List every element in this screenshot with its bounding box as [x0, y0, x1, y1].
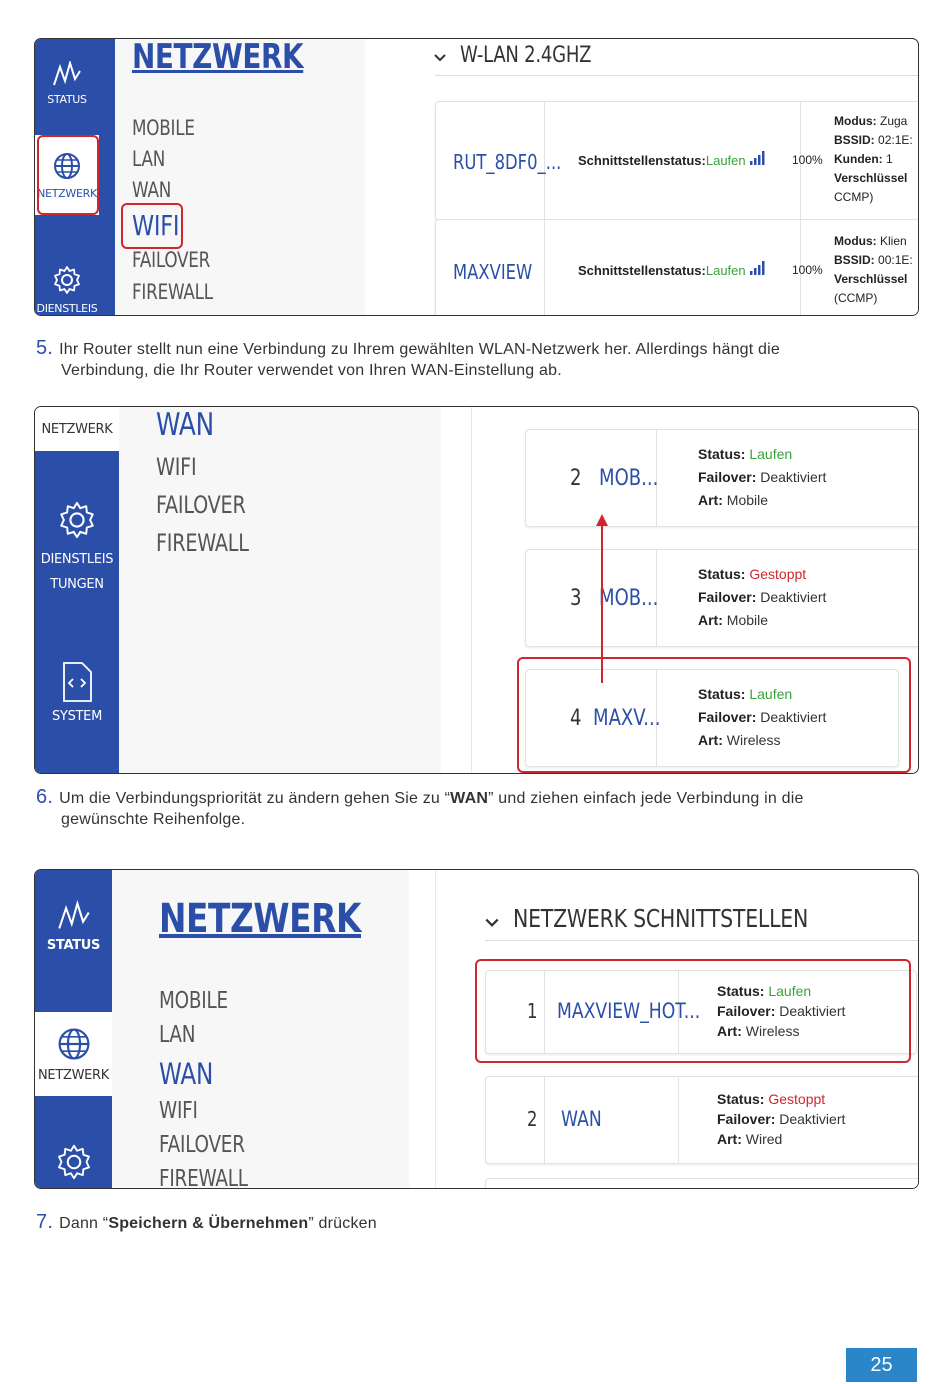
detail-line [698, 489, 826, 512]
art-value: Mobile [726, 612, 769, 628]
status-value: Gestoppt [749, 566, 807, 582]
page-title: NETZWERK [159, 896, 362, 942]
art-value: Wireless [745, 1023, 800, 1039]
detail-line [717, 1129, 845, 1149]
status-label: Status: [698, 566, 746, 582]
step-emphasis: WAN [450, 790, 489, 807]
failover-label: Failover: [698, 469, 757, 485]
detail-line: Verschlüssel [834, 272, 908, 286]
failover-value: Deaktiviert [760, 469, 827, 485]
menu-item-wan[interactable]: WAN [159, 1057, 214, 1091]
sidebar-item-label: STATUS [46, 938, 101, 953]
step-6 [36, 787, 804, 830]
status-label: Status: [698, 446, 746, 462]
step-text: gewünschte Reihenfolge. [61, 811, 246, 828]
detail-line: BSSID: 02:1E: [834, 133, 913, 147]
art-value: Wireless [726, 732, 781, 748]
screenshot-wlan-settings [34, 38, 919, 316]
menu-item-wifi[interactable]: WIFI [156, 453, 197, 481]
divider [544, 220, 545, 316]
detail-line [698, 443, 826, 466]
sidebar-item-netzwerk[interactable] [35, 407, 119, 451]
detail-line [698, 586, 826, 609]
signal-icon [749, 151, 765, 165]
wan-row[interactable] [525, 549, 919, 647]
failover-value: Deaktiviert [760, 709, 827, 725]
section-heading: W-LAN 2.4GHZ [460, 43, 592, 68]
menu-panel [115, 39, 365, 315]
failover-label: Failover: [717, 1003, 776, 1019]
divider [678, 1077, 679, 1163]
divider [435, 75, 918, 76]
failover-label: Failover: [698, 709, 757, 725]
sidebar-item-netzwerk[interactable] [35, 1012, 112, 1096]
menu-item-failover[interactable]: FAILOVER [159, 1132, 245, 1158]
priority-index: 2 [570, 466, 582, 491]
detail-line: Verschlüssel [834, 171, 908, 185]
wifi-name[interactable]: RUT_8DF0_... [453, 150, 562, 174]
detail-line: (CCMP) [834, 291, 878, 305]
interface-status [578, 261, 765, 278]
art-value: Mobile [726, 492, 769, 508]
priority-index: 1 [527, 999, 538, 1023]
highlight-wifi [121, 203, 183, 249]
step-text: ” drücken [308, 1215, 377, 1232]
wifi-name[interactable]: MAXVIEW [453, 260, 533, 284]
step-number: 6. [36, 786, 54, 808]
sidebar-item-dienstleis[interactable] [35, 253, 99, 316]
gear-icon [56, 499, 98, 541]
step-text: Verbindung, die Ihr Router verwendet von Ihren WAN-Einstellung ab. [61, 362, 562, 379]
sidebar-item-label: STATUS [47, 92, 87, 106]
connection-details [698, 443, 826, 512]
detail-line: CCMP) [834, 190, 874, 204]
interface-row[interactable] [485, 1178, 919, 1189]
interface-name[interactable]: MAXVIEW_HOT... [557, 999, 701, 1023]
menu-item-firewall[interactable]: FIREWALL [159, 1166, 248, 1189]
sidebar-item-label: SYSTEM [51, 709, 103, 724]
step-number: 7. [36, 1211, 54, 1233]
menu-item-mobile[interactable]: MOBILE [159, 988, 228, 1014]
wan-row[interactable] [525, 429, 919, 527]
step-7 [36, 1212, 377, 1234]
menu-item-wifi[interactable]: WIFI [159, 1098, 198, 1124]
detail-line [717, 1109, 845, 1129]
detail-line [698, 609, 826, 632]
step-emphasis: Speichern & Übernehmen [108, 1215, 309, 1232]
screenshot-wan-priority [34, 406, 919, 774]
status-label: Status: [698, 686, 746, 702]
failover-label: Failover: [717, 1111, 776, 1127]
page-title: NETZWERK [132, 38, 304, 77]
detail-line: Modus: Klien [834, 234, 907, 248]
connection-name[interactable]: MOB... [599, 586, 659, 611]
sidebar-item-system[interactable] [35, 661, 119, 724]
wifi-row[interactable] [435, 219, 919, 316]
art-label: Art: [698, 492, 723, 508]
drag-arrow-icon [592, 513, 612, 685]
menu-item-lan[interactable]: LAN [132, 147, 166, 171]
step-text: Ihr Router stellt nun eine Verbindung zu Ihrem gewählten WLAN-Netzwerk her. Allerdings hängt die [59, 341, 781, 358]
sidebar-item-label: NETZWERK [41, 421, 113, 437]
status-label: Schnittstellenstatus: [578, 263, 706, 278]
chevron-down-icon[interactable] [433, 53, 447, 63]
status-label: Status: [717, 1091, 765, 1107]
section-heading: NETZWERK SCHNITTSTELLEN [513, 904, 809, 933]
sidebar-item-label: DIENSTLEIS [36, 302, 98, 315]
detail-line [698, 563, 826, 586]
art-value: Wired [745, 1131, 783, 1147]
sidebar-item-label: DIENSTLEIS [40, 552, 114, 567]
status-value: Laufen [749, 686, 793, 702]
signal-strength: 100% [792, 153, 823, 167]
step-5 [36, 338, 780, 381]
detail-line: Kunden: 1 [834, 152, 893, 166]
art-label: Art: [717, 1131, 742, 1147]
status-value: Laufen [768, 983, 812, 999]
interface-name[interactable]: WAN [561, 1107, 602, 1131]
sidebar-item-dienstleistungen[interactable] [35, 499, 119, 597]
interface-details [717, 1089, 845, 1149]
status-value: Laufen [705, 153, 746, 168]
signal-strength: 100% [792, 263, 823, 277]
screenshot-network-interfaces [34, 869, 919, 1189]
art-label: Art: [698, 732, 723, 748]
wifi-details [834, 232, 913, 308]
menu-item-failover[interactable]: FAILOVER [156, 491, 246, 519]
menu-panel [112, 870, 409, 1188]
menu-item-firewall[interactable]: FIREWALL [132, 280, 213, 304]
step-line [36, 787, 804, 809]
status-label: Schnittstellenstatus: [578, 153, 706, 168]
highlight-maxview-row [475, 959, 911, 1063]
failover-value: Deaktiviert [760, 589, 827, 605]
sidebar-item-status[interactable] [35, 900, 112, 953]
chevron-down-icon[interactable] [484, 917, 500, 929]
detail-line [698, 466, 826, 489]
status-label: Status: [717, 983, 765, 999]
divider [471, 407, 472, 773]
divider [485, 940, 918, 941]
art-label: Art: [717, 1023, 742, 1039]
menu-item-firewall[interactable]: FIREWALL [156, 529, 249, 557]
activity-icon [57, 900, 91, 932]
status-value: Laufen [705, 263, 746, 278]
divider [544, 1077, 545, 1163]
failover-label: Failover: [698, 589, 757, 605]
activity-icon [52, 61, 82, 87]
sidebar-item-label: TUNGEN [50, 577, 104, 592]
step-line [36, 338, 780, 360]
step-text: Um die Verbindungspriorität zu ändern gehen Sie zu “ [59, 790, 451, 807]
art-label: Art: [698, 612, 723, 628]
highlight-maxview-row [517, 657, 911, 773]
status-value: Gestoppt [768, 1091, 826, 1107]
sidebar-item-dienstleistungen[interactable] [35, 1142, 112, 1188]
page-number: 25 [846, 1348, 917, 1382]
menu-item-failover[interactable]: FAILOVER [132, 248, 211, 272]
failover-value: Deaktiviert [779, 1111, 846, 1127]
menu-item-lan[interactable]: LAN [159, 1022, 196, 1048]
step-number: 5. [36, 337, 54, 359]
detail-line [717, 1089, 845, 1109]
priority-index: 3 [570, 586, 582, 611]
wifi-row[interactable] [435, 101, 919, 221]
sidebar-item-label: NETZWERK [37, 186, 97, 200]
menu-panel [119, 407, 441, 773]
gear-icon [54, 1142, 94, 1182]
interface-row[interactable] [485, 1076, 919, 1164]
highlight-netzwerk [37, 135, 99, 215]
gear-icon [51, 264, 83, 296]
sidebar-item-label: NETZWERK [37, 1067, 109, 1083]
detail-line: BSSID: 00:1E: [834, 253, 913, 267]
interface-status [578, 151, 765, 168]
priority-index: 4 [570, 706, 582, 731]
divider [435, 870, 436, 1188]
menu-item-wifi[interactable]: WIFI [132, 209, 180, 242]
wifi-details [834, 112, 913, 207]
failover-value: Deaktiviert [779, 1003, 846, 1019]
sidebar-item-status[interactable] [35, 39, 99, 127]
code-file-icon [60, 661, 94, 703]
globe-icon [56, 1026, 92, 1062]
step-text: ” und ziehen einfach jede Verbindung in die [488, 790, 804, 807]
menu-item-wan[interactable]: WAN [132, 178, 172, 202]
connection-details [698, 563, 826, 632]
menu-item-mobile[interactable]: MOBILE [132, 116, 195, 140]
connection-name[interactable]: MOB... [599, 466, 659, 491]
detail-line: Modus: Zuga [834, 114, 908, 128]
step-text: Dann “ [59, 1215, 109, 1232]
signal-icon [749, 261, 765, 275]
status-value: Laufen [749, 446, 793, 462]
menu-item-wan[interactable]: WAN [156, 407, 214, 443]
connection-name[interactable]: MAXV... [593, 706, 661, 731]
priority-index: 2 [527, 1107, 538, 1131]
